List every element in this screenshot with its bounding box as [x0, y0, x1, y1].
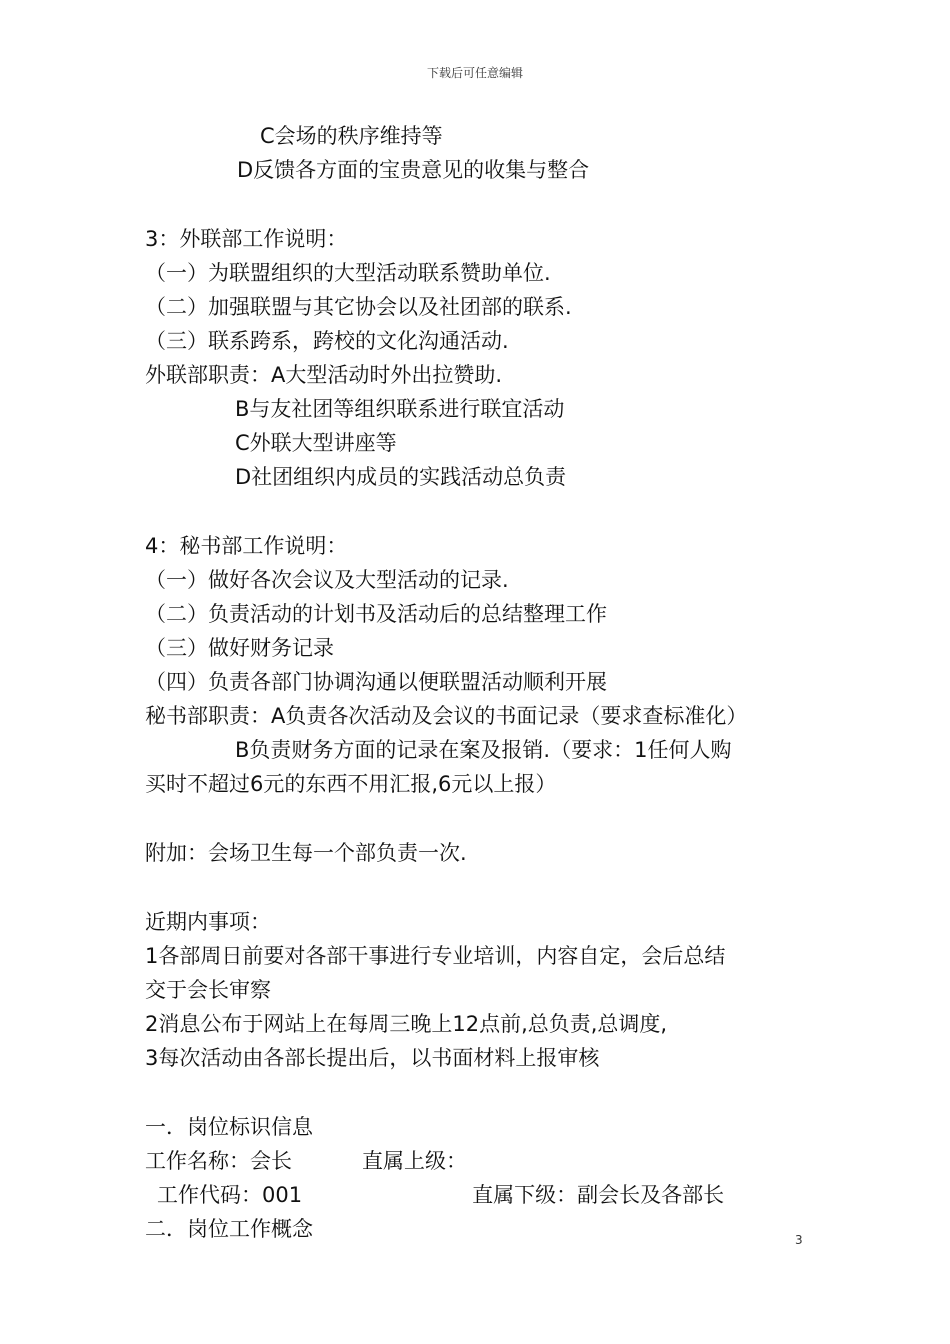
spacer — [145, 494, 825, 529]
supervisor-field: 直属上级： — [362, 1149, 467, 1173]
section-heading-liaison: 3：外联部工作说明： — [145, 227, 348, 251]
recent-item-1: 1各部周日前要对各部干事进行专业培训，内容自定，会后总结 — [145, 944, 726, 968]
section-heading-secretary: 4：秘书部工作说明： — [145, 534, 348, 558]
liaison-duty-d: D社团组织内成员的实践活动总负责 — [235, 465, 567, 489]
recent-items-heading: 近期内事项： — [145, 910, 271, 934]
liaison-duty-b: B与友社团等组织联系进行联宜活动 — [235, 397, 565, 421]
page-header: 下载后可任意编辑 — [426, 66, 523, 80]
recent-item-1-cont: 交于会长审察 — [145, 978, 271, 1002]
liaison-duty-a: 外联部职责：A大型活动时外出拉赞助. — [145, 363, 503, 387]
secretary-item-2: （二）负责活动的计划书及活动后的总结整理工作 — [145, 602, 607, 626]
job-title-field: 工作名称：会长 — [145, 1149, 292, 1173]
job-code-field: 工作代码：001 — [157, 1183, 303, 1207]
liaison-item-2: （二）加强联盟与其它协会以及社团部的联系. — [145, 295, 572, 319]
page-number: 3 — [795, 1233, 803, 1247]
spacer — [145, 1075, 825, 1110]
appendix-note: 附加：会场卫生每一个部负责一次. — [145, 841, 467, 865]
section-heading-position-concept: 二．岗位工作概念 — [145, 1217, 313, 1241]
liaison-item-1: （一）为联盟组织的大型活动联系赞助单位. — [145, 261, 551, 285]
document-body — [145, 119, 825, 1246]
secretary-duty-b-cont: 买时不超过6元的东西不用汇报,6元以上报） — [145, 772, 557, 796]
duty-item-c: C会场的秩序维持等 — [260, 124, 443, 148]
spacer — [145, 801, 825, 836]
secretary-duty-b: B负责财务方面的记录在案及报销.（要求：1任何人购 — [235, 738, 732, 762]
position-row-title — [145, 1144, 825, 1178]
recent-item-2: 2消息公布于网站上在每周三晚上12点前,总负责,总调度, — [145, 1012, 668, 1036]
spacer — [145, 870, 825, 905]
secretary-item-4: （四）负责各部门协调沟通以便联盟活动顺利开展 — [145, 670, 607, 694]
liaison-item-3: （三）联系跨系，跨校的文化沟通活动. — [145, 329, 509, 353]
subordinates-field: 直属下级：副会长及各部长 — [472, 1183, 725, 1207]
secretary-item-3: （三）做好财务记录 — [145, 636, 334, 660]
liaison-duty-c: C外联大型讲座等 — [235, 431, 397, 455]
position-row-code — [145, 1178, 825, 1212]
secretary-item-1: （一）做好各次会议及大型活动的记录. — [145, 568, 509, 592]
duty-item-d: D反馈各方面的宝贵意见的收集与整合 — [237, 158, 590, 182]
recent-item-3: 3每次活动由各部长提出后，以书面材料上报审核 — [145, 1046, 600, 1070]
secretary-duty-a: 秘书部职责：A负责各次活动及会议的书面记录（要求查标准化） — [145, 704, 748, 728]
spacer — [145, 187, 825, 222]
section-heading-position-info: 一．岗位标识信息 — [145, 1115, 313, 1139]
